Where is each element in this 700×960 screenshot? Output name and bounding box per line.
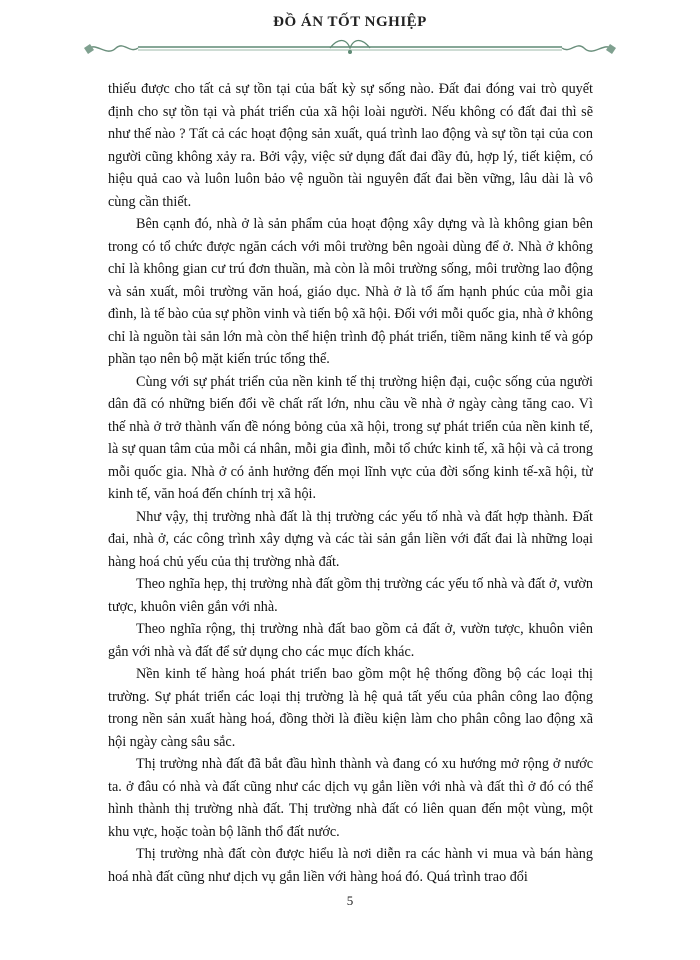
paragraph: Thị trường nhà đất còn được hiểu là nơi diễn ra các hành vi mua và bán hàng hoá nhà đất cũng như dịch vụ gắn liền với hàng hoá đó. Quá trình trao đổi (108, 846, 593, 885)
body-text (108, 78, 593, 898)
paragraph: thiếu được cho tất cả sự tồn tại của bất kỳ sự sống nào. Đất đai đóng vai trò quyết định cho sự tồn tại và phát triển của xã hội loài người. Nếu không có đất đai thì sẽ như thế nào ? Tất cả các hoạt động sản xuất, quá trình lao động và sự tồn tại của con người cũng không xảy ra. Bởi vậy, việc sử dụng đất đai đầy đủ, hợp lý, tiết kiệm, có hiệu quả cao và luôn luôn bảo vệ nguồn tài nguyên đất đai bền vững, lâu dài là vô cùng cần thiết. (108, 81, 593, 210)
paragraph: Theo nghĩa hẹp, thị trường nhà đất gồm thị trường các yếu tố nhà và đất ở, vườn tược, khuôn viên gắn với nhà. (108, 576, 593, 615)
paragraph: Thị trường nhà đất đã bắt đầu hình thành và đang có xu hướng mở rộng ở nước ta. ở đâu có nhà và đất cũng như các dịch vụ gắn liền với nhà và đất thì ở đó có thể hình thành thị trường nhà đất. Thị trường nhà đất có liên quan đến một vùng, một khu vực, hoặc toàn bộ lãnh thổ đất nước. (108, 756, 593, 840)
paragraph: Như vậy, thị trường nhà đất là thị trường các yếu tố nhà và đất hợp thành. Đất đai, nhà ở, các công trình xây dựng và các tài sản gắn liền với đất đai là những loại hàng hoá chủ yếu của thị trường nhà đất. (108, 508, 593, 570)
paragraph: Theo nghĩa rộng, thị trường nhà đất bao gồm cả đất ở, vườn tược, khuôn viên gắn với nhà và đất để sử dụng cho các mục đích khác. (108, 621, 593, 660)
page-number: 5 (346, 893, 354, 908)
paragraph: Cùng với sự phát triển của nền kinh tế thị trường hiện đại, cuộc sống của người dân đã có những biến đổi về chất rất lớn, nhu cầu về nhà ở ngày càng tăng cao. Vì thế nhà ở trở thành vấn đề nóng bỏng của xã hội, trong sự phát triển của nền kinh tế, là sự quan tâm của mỗi cá nhân, mỗi gia đình, mỗi tổ chức kinh tế, xã hội và cả trong mỗi quốc gia. Nhà ở có ảnh hưởng đến mọi lĩnh vực của đời sống kinh tế-xã hội, từ kinh tế, văn hoá đến chính trị xã hội. (108, 373, 593, 502)
header-ornament-divider (80, 36, 620, 60)
header-title: ĐỒ ÁN TỐT NGHIỆP (273, 14, 427, 30)
paragraph: Nền kinh tế hàng hoá phát triển bao gồm một hệ thống đồng bộ các loại thị trường. Sự phát triển các loại thị trường là hệ quả tất yếu của phân công lao động trong nền sản xuất hàng hoá, đồng thời là điều kiện làm cho phân công lao động xã hội ngày càng sâu sắc. (108, 666, 593, 750)
paragraph: Bên cạnh đó, nhà ở là sản phẩm của hoạt động xây dựng và là không gian bên trong có tổ chức được ngăn cách với môi trường bên ngoài dùng để ở. Nhà ở không chỉ là không gian cư trú đơn thuần, mà còn là môi trường sống, môi trường lao động và sản xuất, môi trường văn hoá, giáo dục. Nhà ở là tổ ấm hạnh phúc của mỗi gia đình, là tế bào của sự phồn vinh và tiến bộ xã hội. Đối với mỗi quốc gia, nhà ở không chỉ là nguồn tài sản lớn mà còn thể hiện trình độ phát triển, tiềm năng kinh tế và góp phần tạo nên bộ mặt kiến trúc tổng thể. (108, 216, 593, 367)
